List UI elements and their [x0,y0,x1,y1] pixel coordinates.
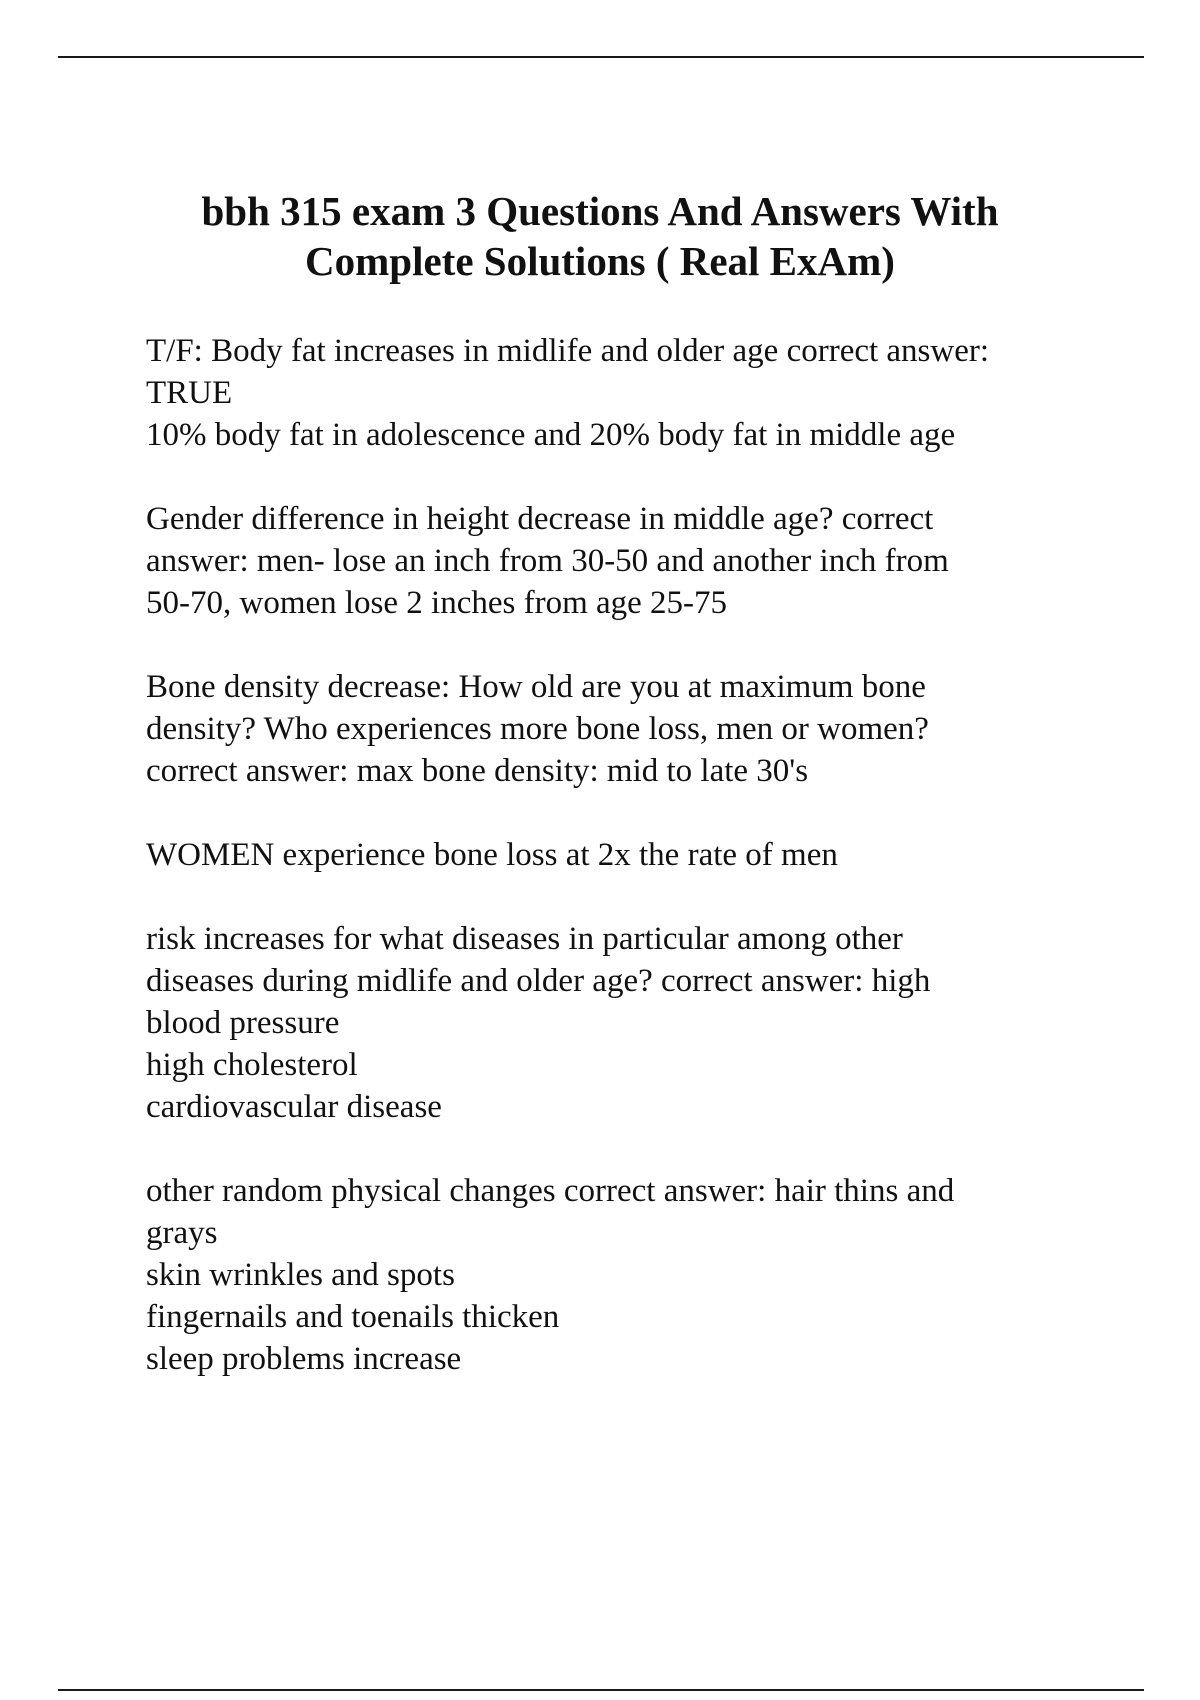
qa-block-height [146,498,1106,624]
qa-line: TRUE [146,375,233,411]
qa-block-physical-changes [146,1170,1106,1380]
title-line: Complete Solutions ( Real ExAm) [305,238,895,284]
bottom-divider [58,1689,1144,1691]
qa-line: Bone density decrease: How old are you at maximum bone [146,669,926,705]
qa-line: cardiovascular disease [146,1089,442,1125]
qa-line: other random physical changes correct answer: hair thins and [146,1173,955,1209]
qa-line: risk increases for what diseases in particular among other [146,921,903,957]
qa-block-body-fat [146,330,1106,456]
qa-line: diseases during midlife and older age? correct answer: high [146,963,931,999]
qa-line: WOMEN experience bone loss at 2x the rate of men [146,837,838,873]
qa-line: sleep problems increase [146,1341,462,1377]
qa-block-bone-loss [146,834,1106,876]
top-divider [58,56,1144,58]
qa-line: high cholesterol [146,1047,358,1083]
title-line: bbh 315 exam 3 Questions And Answers With [201,188,999,234]
qa-line: skin wrinkles and spots [146,1257,455,1293]
qa-line: fingernails and toenails thicken [146,1299,560,1335]
qa-block-bone-density [146,666,1106,792]
qa-line: Gender difference in height decrease in middle age? correct [146,501,934,537]
qa-line: 50-70, women lose 2 inches from age 25-75 [146,585,728,621]
page-title [110,186,1090,286]
qa-line: density? Who experiences more bone loss, men or women? [146,711,929,747]
qa-line: T/F: Body fat increases in midlife and older age correct answer: [146,333,990,369]
qa-line: grays [146,1215,218,1251]
qa-content [146,330,1106,1422]
qa-line: 10% body fat in adolescence and 20% body fat in middle age [146,417,956,453]
qa-block-diseases [146,918,1106,1128]
qa-line: correct answer: max bone density: mid to late 30's [146,753,809,789]
qa-line: blood pressure [146,1005,340,1041]
qa-line: answer: men- lose an inch from 30-50 and another inch from [146,543,949,579]
